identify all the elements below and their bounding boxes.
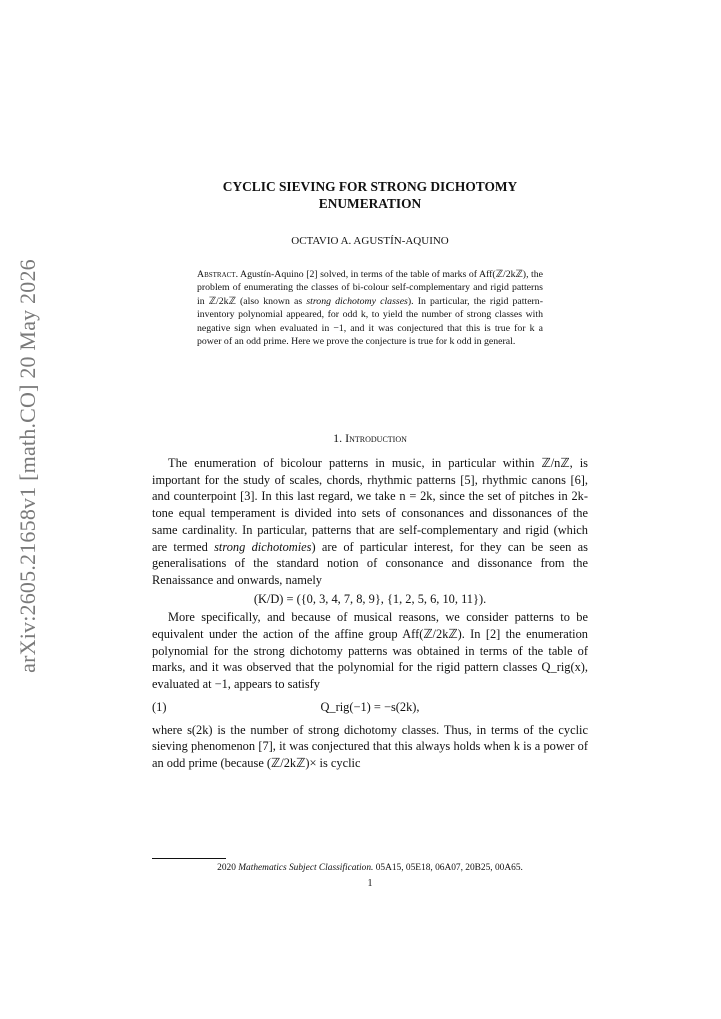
equation-number: (1) xyxy=(152,699,167,714)
footnote-rule xyxy=(152,858,226,859)
equation-1-content: Q_rig(−1) = −s(2k), xyxy=(320,699,420,714)
footnote-year: 2020 xyxy=(217,863,239,873)
paragraph-3: where s(2k) is the number of strong dichotomy classes. Thus, in terms of the cyclic sieving phenomenon [7], it was conjectured that this always holds when k is a power of an odd prime (because (ℤ/2kℤ)× is cyclic xyxy=(152,722,588,770)
paragraph-1-emphasis: strong dichotomies xyxy=(214,539,312,554)
abstract-emphasis: strong dichotomy classes xyxy=(306,295,408,307)
abstract-label: Abstract. xyxy=(197,269,239,280)
body-text xyxy=(152,455,588,772)
paragraph-1-text-b: ) are of particular interest, for they can be seen as generalisations of the standard notion of consonance and dissonance from the Renaissance and onwards, namely xyxy=(152,539,588,587)
abstract xyxy=(197,268,543,348)
footnote-label: Mathematics Subject Classification. xyxy=(238,863,374,873)
equation-1 xyxy=(152,699,588,716)
paper-title xyxy=(150,178,590,212)
arxiv-identifier: arXiv:2605.21658v1 [math.CO] 20 May 2026 xyxy=(15,259,40,673)
abstract-text-b: ). In particular, the rigid pattern-inventory polynomial appeared, for odd k, to yield the number of strong classes with negative sign when evaluated in −1, and it was conjectured that this is true for k a power of an odd prime. Here we prove the conjecture is true for k odd in general. xyxy=(197,295,543,348)
paragraph-1-text-a: The enumeration of bicolour patterns in music, in particular within ℤ/nℤ, is important for the study of scales, chords, rhythmic patterns [5], rhythmic canons [6], and counterpoint [3]. In this last regard, we take n = 2k, since the set of pitches in 2k-tone equal temperament is divided into sets of consonances and dissonances of the same cardinality. In particular, patterns that are self-complementary and rigid (which are termed xyxy=(152,456,588,554)
paragraph-2: More specifically, and because of musical reasons, we consider patterns to be equivalent under the action of the affine group Aff(ℤ/2kℤ). In [2] the enumeration polynomial for the strong dichotomy patterns was obtained in terms of the table of marks, and it was observed that the polynomial for the rigid pattern classes Q_rig(x), evaluated at −1, appears to satisfy xyxy=(152,610,588,692)
paragraph-1 xyxy=(152,455,588,589)
abstract-text-a: Agustín-Aquino [2] solved, in terms of the table of marks of Aff(ℤ/2kℤ), the problem of enumerating the classes of bi-colour self-complementary and rigid patterns in ℤ/2kℤ (also known as xyxy=(197,269,543,307)
equation-kd: (K/D) = ({0, 3, 4, 7, 8, 9}, {1, 2, 5, 6, 10, 11}). xyxy=(253,591,487,606)
author-name: OCTAVIO A. AGUSTÍN-AQUINO xyxy=(291,235,449,247)
footnote-codes: 05A15, 05E18, 06A07, 20B25, 00A65. xyxy=(373,863,523,873)
page-number: 1 xyxy=(367,878,373,889)
title-line-2: ENUMERATION xyxy=(318,196,422,211)
footnote xyxy=(152,863,588,873)
section-heading: 1. Introduction xyxy=(333,431,407,445)
title-line-1: CYCLIC SIEVING FOR STRONG DICHOTOMY xyxy=(222,179,518,194)
